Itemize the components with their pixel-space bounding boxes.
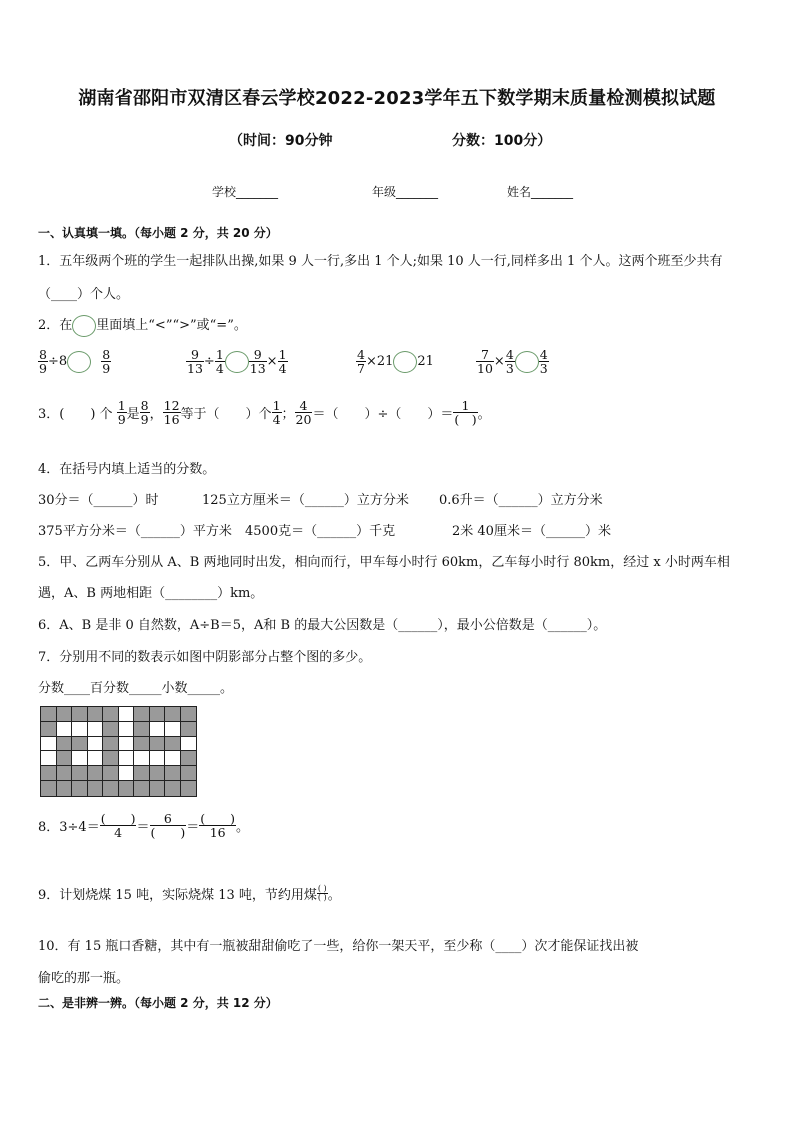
grid-cell xyxy=(88,766,104,781)
q2-item-3: $\frac{4}{7}$ ×21 21 xyxy=(357,347,434,377)
fraction: $\frac{4}{20}$ xyxy=(295,398,312,428)
compare-circle[interactable] xyxy=(515,351,539,373)
grid-cell xyxy=(119,751,135,766)
q4-row2-b: 4500克＝（______）千克 xyxy=(245,524,396,539)
q1-line2: （____）个人。 xyxy=(38,287,130,302)
time-label: （时间：90分钟 xyxy=(229,133,333,149)
fraction: $\frac{7}{10}$ xyxy=(477,347,493,377)
section-1-heading: 一、认真填一填。（每小题 2 分，共 20 分） xyxy=(38,226,278,240)
q8: 8．3÷4＝ $\frac{( )}{4}$ ＝ $\frac{6}{( )}$ ＝ $\frac{( )}{16}$ 。 xyxy=(38,811,250,841)
grid-cell xyxy=(103,781,119,796)
grid-cell xyxy=(165,766,181,781)
grid-cell xyxy=(41,707,57,722)
compare-circle xyxy=(72,315,96,337)
grid-cell xyxy=(181,707,197,722)
q7-answers: 分数____百分数_____小数_____。 xyxy=(38,681,234,696)
grid-cell xyxy=(72,781,88,796)
grid-cell xyxy=(41,781,57,796)
grid-cell xyxy=(72,766,88,781)
grid-cell xyxy=(181,737,197,752)
compare-circle[interactable] xyxy=(67,351,91,373)
grid-cell xyxy=(150,707,166,722)
fraction: $\frac{1}{( )}$ xyxy=(454,398,477,428)
q4-row1-c: 0.6升＝（______）立方分米 xyxy=(439,493,603,508)
section-2-heading: 二、是非辨一辨。（每小题 2 分，共 12 分） xyxy=(38,996,278,1010)
fraction: $\frac{1}{4}$ xyxy=(278,347,287,377)
grid-cell xyxy=(57,781,73,796)
grid-cell xyxy=(88,722,104,737)
fraction: $\frac{1}{9}$ xyxy=(117,398,126,428)
grid-cell xyxy=(119,737,135,752)
grid-cell xyxy=(103,751,119,766)
grid-cell xyxy=(181,722,197,737)
shaded-grid-figure xyxy=(40,706,197,797)
grid-cell xyxy=(41,722,57,737)
fraction: $\frac{9}{13}$ xyxy=(187,347,203,377)
school-field: 学校_______ xyxy=(212,185,279,199)
grid-cell xyxy=(165,707,181,722)
q2-item-2: $\frac{9}{13}$ ÷ $\frac{1}{4}$ $\frac{9}{13}$ × $\frac{1}{4}$ xyxy=(187,347,287,377)
grid-cell xyxy=(165,722,181,737)
exam-title: 湖南省邵阳市双清区春云学校2022-2023学年五下数学期末质量检测模拟试题 xyxy=(78,88,716,109)
q2-prompt-b: 里面填上“<”“>”或“=”。 xyxy=(96,318,247,333)
fraction: $\frac{4}{7}$ xyxy=(357,347,365,377)
score-label: 分数：100分） xyxy=(452,133,552,149)
fraction: $\frac{( )}{( )}$ xyxy=(317,883,327,902)
grid-cell xyxy=(150,737,166,752)
grid-cell xyxy=(119,766,135,781)
grid-cell xyxy=(57,737,73,752)
fraction: $\frac{( )}{4}$ xyxy=(100,811,136,841)
grid-cell xyxy=(57,766,73,781)
q6-line: 6．A、B 是非 0 自然数，A÷B＝5，A和 B 的最大公因数是（______），最小公倍数是（______）。 xyxy=(38,618,607,633)
grid-cell xyxy=(57,722,73,737)
grid-cell xyxy=(150,766,166,781)
grid-cell xyxy=(165,737,181,752)
q2-prompt-a: 2．在 xyxy=(38,318,73,333)
grid-cell xyxy=(181,751,197,766)
grid-cell xyxy=(150,781,166,796)
grid-cell xyxy=(119,707,135,722)
q4-prompt: 4．在括号内填上适当的分数。 xyxy=(38,462,216,477)
grid-cell xyxy=(103,722,119,737)
grid-cell xyxy=(103,707,119,722)
grid-cell xyxy=(103,737,119,752)
grid-cell xyxy=(72,751,88,766)
grid-cell xyxy=(134,722,150,737)
fraction: $\frac{1}{4}$ xyxy=(272,398,281,428)
grid-cell xyxy=(88,751,104,766)
grid-cell xyxy=(57,751,73,766)
q2-prompt xyxy=(38,314,247,337)
grid-cell xyxy=(134,781,150,796)
grid-cell xyxy=(150,722,166,737)
compare-circle[interactable] xyxy=(225,351,249,373)
q4-row1-b: 125立方厘米＝（______）立方分米 xyxy=(202,493,409,508)
grid-cell xyxy=(88,707,104,722)
q7-prompt: 7．分别用不同的数表示如图中阴影部分占整个图的多少。 xyxy=(38,650,372,665)
grid-cell xyxy=(165,781,181,796)
grid-cell xyxy=(134,751,150,766)
fraction: $\frac{6}{( )}$ xyxy=(150,811,186,841)
q4-row1-a: 30分＝（______）时 xyxy=(38,493,159,508)
grid-cell xyxy=(165,751,181,766)
grid-cell xyxy=(72,722,88,737)
grid-cell xyxy=(41,751,57,766)
grid-cell xyxy=(134,737,150,752)
q3: 3．( ) 个 $\frac{1}{9}$ 是 $\frac{8}{9}$ ， $\frac{12}{16}$ 等于（ ）个 $\frac{1}{4}$ ； $\frac{4}{20}$ ＝（ ）÷（ ）＝ $\frac{1}{( )}$ 。 xyxy=(38,398,491,428)
fraction: $\frac{1}{4}$ xyxy=(215,347,224,377)
fraction: $\frac{4}{3}$ xyxy=(505,347,514,377)
grid-cell xyxy=(88,781,104,796)
fraction: $\frac{4}{3}$ xyxy=(539,347,548,377)
grid-cell xyxy=(119,722,135,737)
grid-cell xyxy=(134,707,150,722)
q1-line1: 1．五年级两个班的学生一起排队出操,如果 9 人一行,多出 1 个人;如果 10 人一行,同样多出 1 个人。这两个班至少共有 xyxy=(38,254,723,269)
compare-circle[interactable] xyxy=(393,351,417,373)
grid-cell xyxy=(41,766,57,781)
grid-cell xyxy=(72,707,88,722)
grid-cell xyxy=(181,766,197,781)
fraction: $\frac{( )}{16}$ xyxy=(200,811,236,841)
q4-row2-a: 375平方分米＝（______）平方米 xyxy=(38,524,232,539)
fraction: $\frac{8}{9}$ xyxy=(140,398,149,428)
grid-cell xyxy=(72,737,88,752)
fraction: $\frac{8}{9}$ xyxy=(39,347,47,377)
q5-line1: 5．甲、乙两车分别从 A、B 两地同时出发，相向而行，甲车每小时行 60km，乙车每小时行 80km，经过 x 小时两车相 xyxy=(38,555,730,570)
q4-row2-c: 2米 40厘米＝（______）米 xyxy=(452,524,611,539)
grid-cell xyxy=(119,781,135,796)
q9: 9．计划烧煤 15 吨，实际烧煤 13 吨，节约用煤 $\frac{( )}{( )}$ 。 xyxy=(38,883,341,903)
grid-cell xyxy=(41,737,57,752)
q2-item-1: $\frac{8}{9}$ ÷8 $\frac{8}{9}$ xyxy=(39,347,111,377)
q5-line2: 遇，A、B 两地相距（________）km。 xyxy=(38,586,264,601)
q2-item-4: $\frac{7}{10}$ × $\frac{4}{3}$ $\frac{4}{3}$ xyxy=(477,347,548,377)
grid-cell xyxy=(103,766,119,781)
grid-cell xyxy=(88,737,104,752)
q10-line1: 10．有 15 瓶口香糖，其中有一瓶被甜甜偷吃了一些，给你一架天平，至少称（____）次才能保证找出被 xyxy=(38,939,639,954)
grid-cell xyxy=(150,751,166,766)
grid-cell xyxy=(181,781,197,796)
grid-cell xyxy=(57,707,73,722)
fraction: $\frac{12}{16}$ xyxy=(163,398,180,428)
q10-line2: 偷吃的那一瓶。 xyxy=(38,971,130,986)
fraction: $\frac{9}{13}$ xyxy=(249,347,266,377)
grid-cell xyxy=(134,766,150,781)
fraction: $\frac{8}{9}$ xyxy=(102,347,111,377)
grade-field: 年级_______ xyxy=(372,185,439,199)
name-field: 姓名_______ xyxy=(507,185,574,199)
